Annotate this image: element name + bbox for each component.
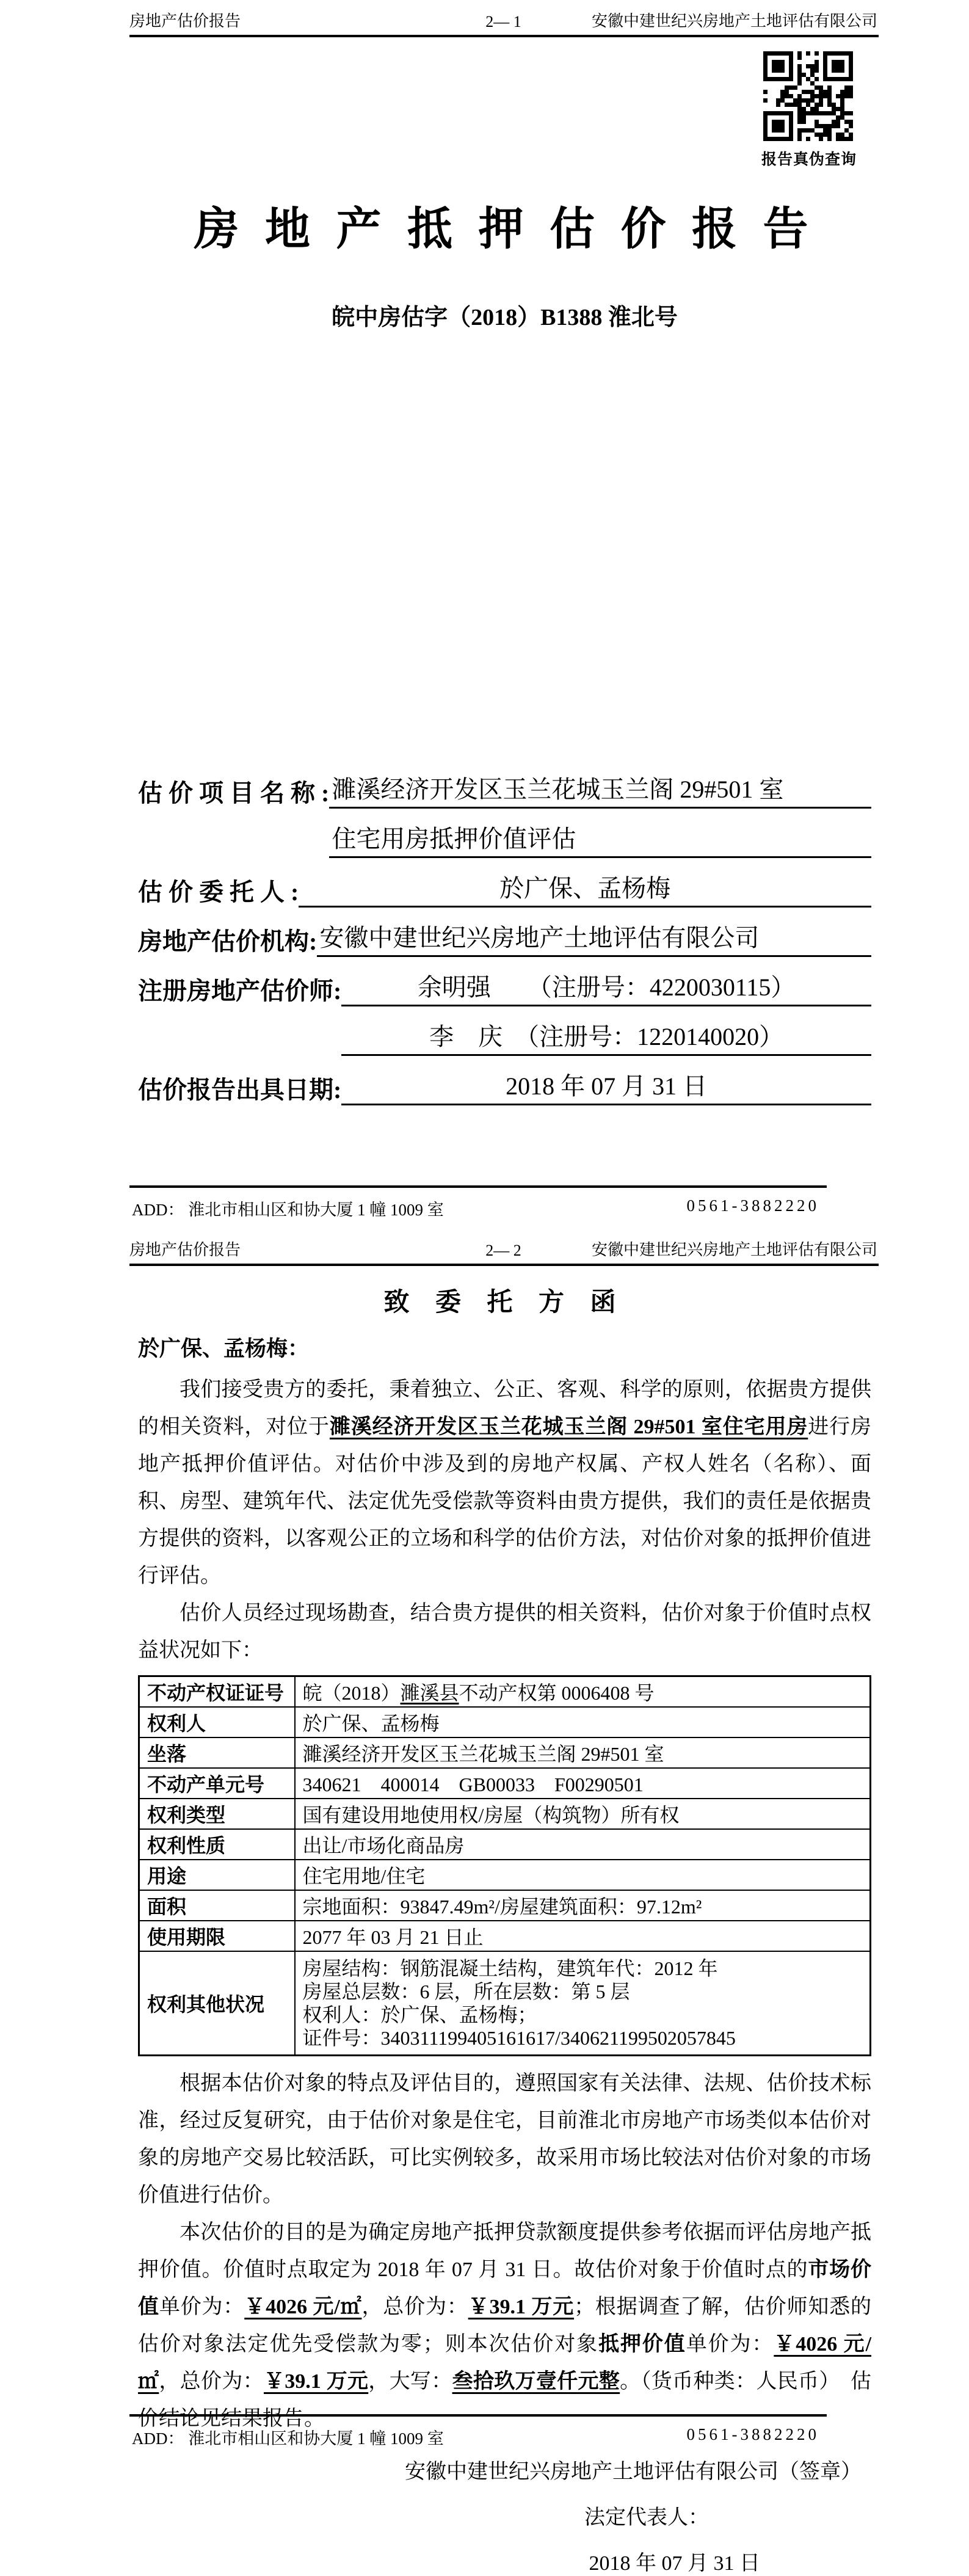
- page-1-cover: [0, 0, 969, 1229]
- page2-content: [138, 1282, 871, 2576]
- client-label: 估 价 委 托 人 :: [138, 878, 299, 906]
- paragraph-method: 根据本估价对象的特点及评估目的，遵照国家有关法律、法规、估价技术标准，经过反复研究，由于估价对象是住宅，目前淮北市房地产市场类似本估价对象的房地产交易比较活跃，可比实例较多，故采用市场比较法对估价对象的市场价值进行估价。: [138, 2072, 871, 2207]
- market-total-price: ￥39.1 万元: [468, 2296, 575, 2318]
- footer-address: ADD： 淮北市相山区和协大厦 1 幢 1009 室: [132, 2429, 444, 2448]
- header-company-name: 安徽中建世纪兴房地产土地评估有限公司: [591, 12, 877, 30]
- row-label: 用途: [139, 1860, 295, 1890]
- appraiser-2-value: 李 庆 （注册号：1220140020）: [341, 1017, 871, 1056]
- row-label: 面积: [139, 1890, 295, 1921]
- header-doc-type: 房地产估价报告: [129, 1241, 241, 1259]
- row-value: 宗地面积：93847.49m²/房屋建筑面积：97.12m²: [295, 1890, 871, 1921]
- header-page-number: 2— 2: [485, 1242, 521, 1259]
- form-line-appraiser-2: [138, 1006, 871, 1056]
- appraiser-1-value: 余明强 （注册号：4220030115）: [341, 968, 871, 1006]
- row-value: 房屋结构：钢筋混凝土结构，建筑年代：2012 年 房屋总层数：6 层，所在层数：第 5 层 权利人：於广保、孟杨梅； 证件号：340311199405161617/340621199502057845: [295, 1951, 871, 2056]
- form-line-issue-date: [138, 1056, 871, 1105]
- paragraph-conclusion: 本次估价的目的是为确定房地产抵押贷款额度提供参考依据而评估房地产抵押价值。价值时点取定为 2018 年 07 月 31 日。故估价对象于价值时点的市场价值单价为：￥4026 元/㎡，总价为：￥39.1 万元；根据调查了解，估价师知悉的估价对象法定优先受偿款为零；则本次估价对象抵押价值单价为：￥4026 元/㎡，总价为：￥39.1 万元，大写：叁拾玖万壹仟元整。（货币种类：人民币） 估价结论见结果报告。: [138, 2221, 872, 2430]
- agency-value: 安徽中建世纪兴房地产土地评估有限公司: [317, 919, 871, 957]
- qr-code: [763, 51, 853, 141]
- agency-label: 房地产估价机构:: [138, 928, 318, 955]
- paragraph-engagement: 我们接受贵方的委托，秉着独立、公正、客观、科学的原则，依据贵方提供的相关资料，对位于濉溪经济开发区玉兰花城玉兰阁 29#501 室住宅用房进行房地产抵押价值评估。对估价中涉及到的房地产权属、产权人姓名（名称）、面积、房型、建筑年代、法定优先受偿款等资料由贵方提供，我们的责任是依据贵方提供的资料，以客观公正的立场和科学的估价方法，对估价对象的抵押价值进行评估。: [138, 1378, 871, 1587]
- row-label: 权利性质: [139, 1829, 295, 1860]
- table-row-owner: [139, 1707, 871, 1737]
- appraiser-label: 注册房地产估价师:: [138, 977, 342, 1005]
- page-2-letter: [0, 1229, 969, 2575]
- row-value: 濉溪经济开发区玉兰花城玉兰阁 29#501 室: [295, 1737, 871, 1768]
- table-row-area: [139, 1890, 871, 1921]
- signature-date: 2018 年 07 月 31 日: [589, 2552, 760, 2575]
- row-label: 使用期限: [139, 1921, 295, 1951]
- row-value: 於广保、孟杨梅: [295, 1707, 871, 1737]
- table-row-usage: [139, 1860, 871, 1890]
- project-name-value-line2: 住宅用房抵押价值评估: [329, 820, 871, 858]
- report-number: 皖中房估字（2018）B1388 淮北号: [332, 305, 678, 330]
- row-value: 340621 400014 GB00033 F00290501: [295, 1768, 871, 1799]
- issue-date-label: 估价报告出具日期:: [138, 1076, 342, 1104]
- paragraph-inspection: 估价人员经过现场勘查，结合贵方提供的相关资料，估价对象于价值时点权益状况如下：: [138, 1602, 871, 1662]
- report-title: 房 地 产 抵 押 估 价 报 告: [194, 205, 816, 255]
- form-line-project: [138, 759, 871, 809]
- page2-running-header: [129, 1229, 879, 1266]
- table-row-unit-no: [139, 1768, 871, 1799]
- table-row-other-status: [139, 1951, 871, 2056]
- table-row-certificate-no: [139, 1676, 871, 1708]
- row-label: 权利类型: [139, 1799, 295, 1829]
- row-label: 坐落: [139, 1737, 295, 1768]
- page2-running-footer: [129, 2414, 827, 2449]
- form-line-agency: [138, 908, 871, 957]
- row-value: 皖（2018）濉溪县不动产权第 0006408 号: [295, 1676, 871, 1708]
- header-doc-type: 房地产估价报告: [129, 12, 241, 30]
- client-value: 於广保、孟杨梅: [299, 869, 871, 908]
- row-label: 权利人: [139, 1707, 295, 1737]
- row-value: 住宅用地/住宅: [295, 1860, 871, 1890]
- signature-company: 安徽中建世纪兴房地产土地评估有限公司（签章）: [405, 2461, 862, 2483]
- cover-form: [138, 759, 871, 1105]
- issue-date-value: 2018 年 07 月 31 日: [341, 1067, 871, 1105]
- mortgage-unit-price: ￥4026 元/㎡: [138, 2333, 872, 2393]
- table-row-location: [139, 1737, 871, 1768]
- header-company-name: 安徽中建世纪兴房地产土地评估有限公司: [591, 1241, 877, 1259]
- page1-running-footer: [129, 1185, 827, 1220]
- form-line-appraiser-1: [138, 957, 871, 1006]
- project-name-value-line1: 濉溪经济开发区玉兰花城玉兰阁 29#501 室: [329, 770, 871, 809]
- table-row-term: [139, 1921, 871, 1951]
- form-line-project-2: [138, 809, 871, 858]
- form-line-client: [138, 858, 871, 908]
- row-label: 不动产单元号: [139, 1768, 295, 1799]
- row-value: 出让/市场化商品房: [295, 1829, 871, 1860]
- footer-phone: 0561-3882220: [686, 2425, 819, 2443]
- table-row-right-nature: [139, 1829, 871, 1860]
- table-row-right-type: [139, 1799, 871, 1829]
- footer-phone: 0561-3882220: [686, 1196, 819, 1215]
- row-value: 2077 年 03 月 21 日止: [295, 1921, 871, 1951]
- footer-address: ADD： 淮北市相山区和协大厦 1 幢 1009 室: [132, 1201, 444, 1219]
- header-page-number: 2— 1: [485, 13, 521, 31]
- property-rights-table: [138, 1675, 871, 2056]
- row-label: 权利其他状况: [139, 1951, 295, 2056]
- subject-property-highlight: 濉溪经济开发区玉兰花城玉兰阁 29#501 室住宅用房: [329, 1416, 808, 1438]
- page1-content: [138, 193, 871, 1105]
- signature-legal-representative: 法定代表人：: [584, 2506, 709, 2529]
- market-unit-price: ￥4026 元/㎡: [244, 2296, 362, 2318]
- amount-in-words: 叁拾玖万壹仟元整: [452, 2370, 620, 2393]
- row-value: 国有建设用地使用权/房屋（构筑物）所有权: [295, 1799, 871, 1829]
- qr-caption: 报告真伪查询: [761, 151, 857, 168]
- qr-verification-block: [761, 51, 857, 169]
- page1-running-header: [129, 0, 879, 37]
- project-name-label: 估 价 项 目 名 称 :: [138, 779, 330, 807]
- row-label: 不动产权证证号: [139, 1676, 295, 1708]
- letter-salutation: 於广保、孟杨梅：: [138, 1337, 310, 1361]
- mortgage-total-price: ￥39.1 万元: [263, 2370, 369, 2393]
- letter-title: 致 委 托 方 函: [383, 1289, 626, 1317]
